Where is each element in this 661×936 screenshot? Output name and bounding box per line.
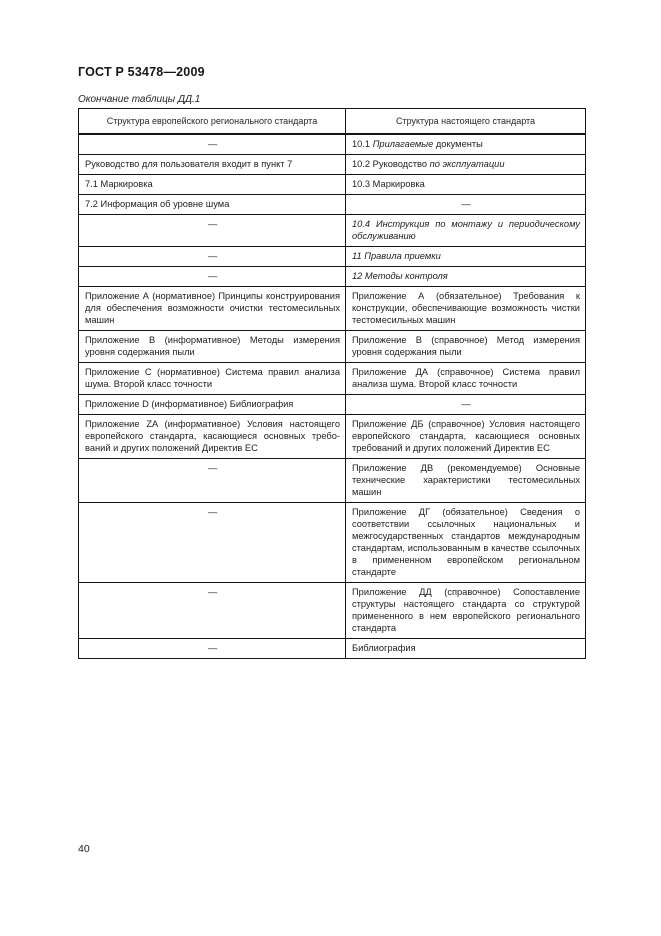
standard-code: ГОСТ Р 53478—2009 — [78, 65, 205, 79]
table-row — [79, 287, 586, 331]
cell-european-standard: Приложение В (информативное) Методы измерения уровня содержания пыли — [79, 331, 346, 363]
cell-european-standard: — — [79, 459, 346, 503]
cell-european-standard: 7.1 Маркировка — [79, 175, 346, 195]
cell-european-standard: — — [79, 215, 346, 247]
table-row — [79, 503, 586, 583]
table-row — [79, 175, 586, 195]
table-row — [79, 583, 586, 639]
cell-current-standard: Приложение ДД (справочное) Сопоставление структуры настоящего стандарта со структурой примененного в нем европейского регионального стандарта — [346, 583, 586, 639]
cell-current-standard: Приложение В (справочное) Метод измерения уровня содержания пыли — [346, 331, 586, 363]
cell-current-standard: 12 Методы контроля — [346, 267, 586, 287]
cell-current-standard: Приложение ДБ (справочное) Условия настоящего европейского стандарта, касающиеся основных требований и других положений Директив ЕС — [346, 415, 586, 459]
table-row — [79, 155, 586, 175]
cell-current-standard: Приложение А (обязательное) Требования к конструкции, обеспечивающие возможность чистки тестомесильных машин — [346, 287, 586, 331]
table-header-row — [79, 109, 586, 135]
table-caption: Окончание таблицы ДД.1 — [78, 94, 201, 105]
table-row — [79, 459, 586, 503]
cell-current-standard: 10.1 Прилагаемые документы — [346, 134, 586, 155]
table-row — [79, 215, 586, 247]
cell-european-standard: Приложение ZA (информативное) Условия настоящего европейского стандарта, касающиеся основных требований и других положений Директив ЕС — [79, 415, 346, 459]
cell-european-standard: 7.2 Информация об уровне шума — [79, 195, 346, 215]
structure-comparison-table — [78, 108, 586, 659]
table-row — [79, 331, 586, 363]
table-row — [79, 195, 586, 215]
cell-european-standard: Приложение А (нормативное) Принципы конструирования для обеспечения возможности очистки тестомесильных машин — [79, 287, 346, 331]
cell-current-standard: Приложение ДГ (обязательное) Сведения о соответствии ссылочных национальных и межгосударственных стандартов международным стандартам, использованным в качестве ссылочных в примененном европейском региональном стандарте — [346, 503, 586, 583]
cell-european-standard: — — [79, 247, 346, 267]
cell-current-standard: 10.3 Маркировка — [346, 175, 586, 195]
cell-current-standard: 11 Правила приемки — [346, 247, 586, 267]
table-row — [79, 395, 586, 415]
cell-current-standard: Приложение ДА (справочное) Система правил анализа шума. Второй класс точности — [346, 363, 586, 395]
cell-current-standard: Библиография — [346, 639, 586, 659]
cell-european-standard: Приложение С (нормативное) Система правил анализа шума. Второй класс точности — [79, 363, 346, 395]
column-header-current-standard: Структура настоящего стандарта — [346, 109, 586, 135]
table-row — [79, 267, 586, 287]
table-row — [79, 134, 586, 155]
cell-european-standard: Приложение D (информативное) Библиография — [79, 395, 346, 415]
table-row — [79, 639, 586, 659]
cell-european-standard: Руководство для пользователя входит в пункт 7 — [79, 155, 346, 175]
cell-current-standard: — — [346, 195, 586, 215]
cell-european-standard: — — [79, 267, 346, 287]
table-row — [79, 247, 586, 267]
page-number: 40 — [78, 843, 90, 855]
cell-current-standard: Приложение ДВ (рекомендуемое) Основные технические характеристики тестомесильных машин — [346, 459, 586, 503]
cell-current-standard: 10.4 Инструкция по монтажу и периодическому обслуживанию — [346, 215, 586, 247]
cell-european-standard: — — [79, 134, 346, 155]
cell-current-standard: — — [346, 395, 586, 415]
table-row — [79, 363, 586, 395]
cell-current-standard: 10.2 Руководство по эксплуатации — [346, 155, 586, 175]
cell-european-standard: — — [79, 503, 346, 583]
cell-european-standard: — — [79, 583, 346, 639]
cell-european-standard: — — [79, 639, 346, 659]
table-row — [79, 415, 586, 459]
column-header-european-standard: Структура европейского регионального стандарта — [79, 109, 346, 135]
table-body — [79, 134, 586, 659]
